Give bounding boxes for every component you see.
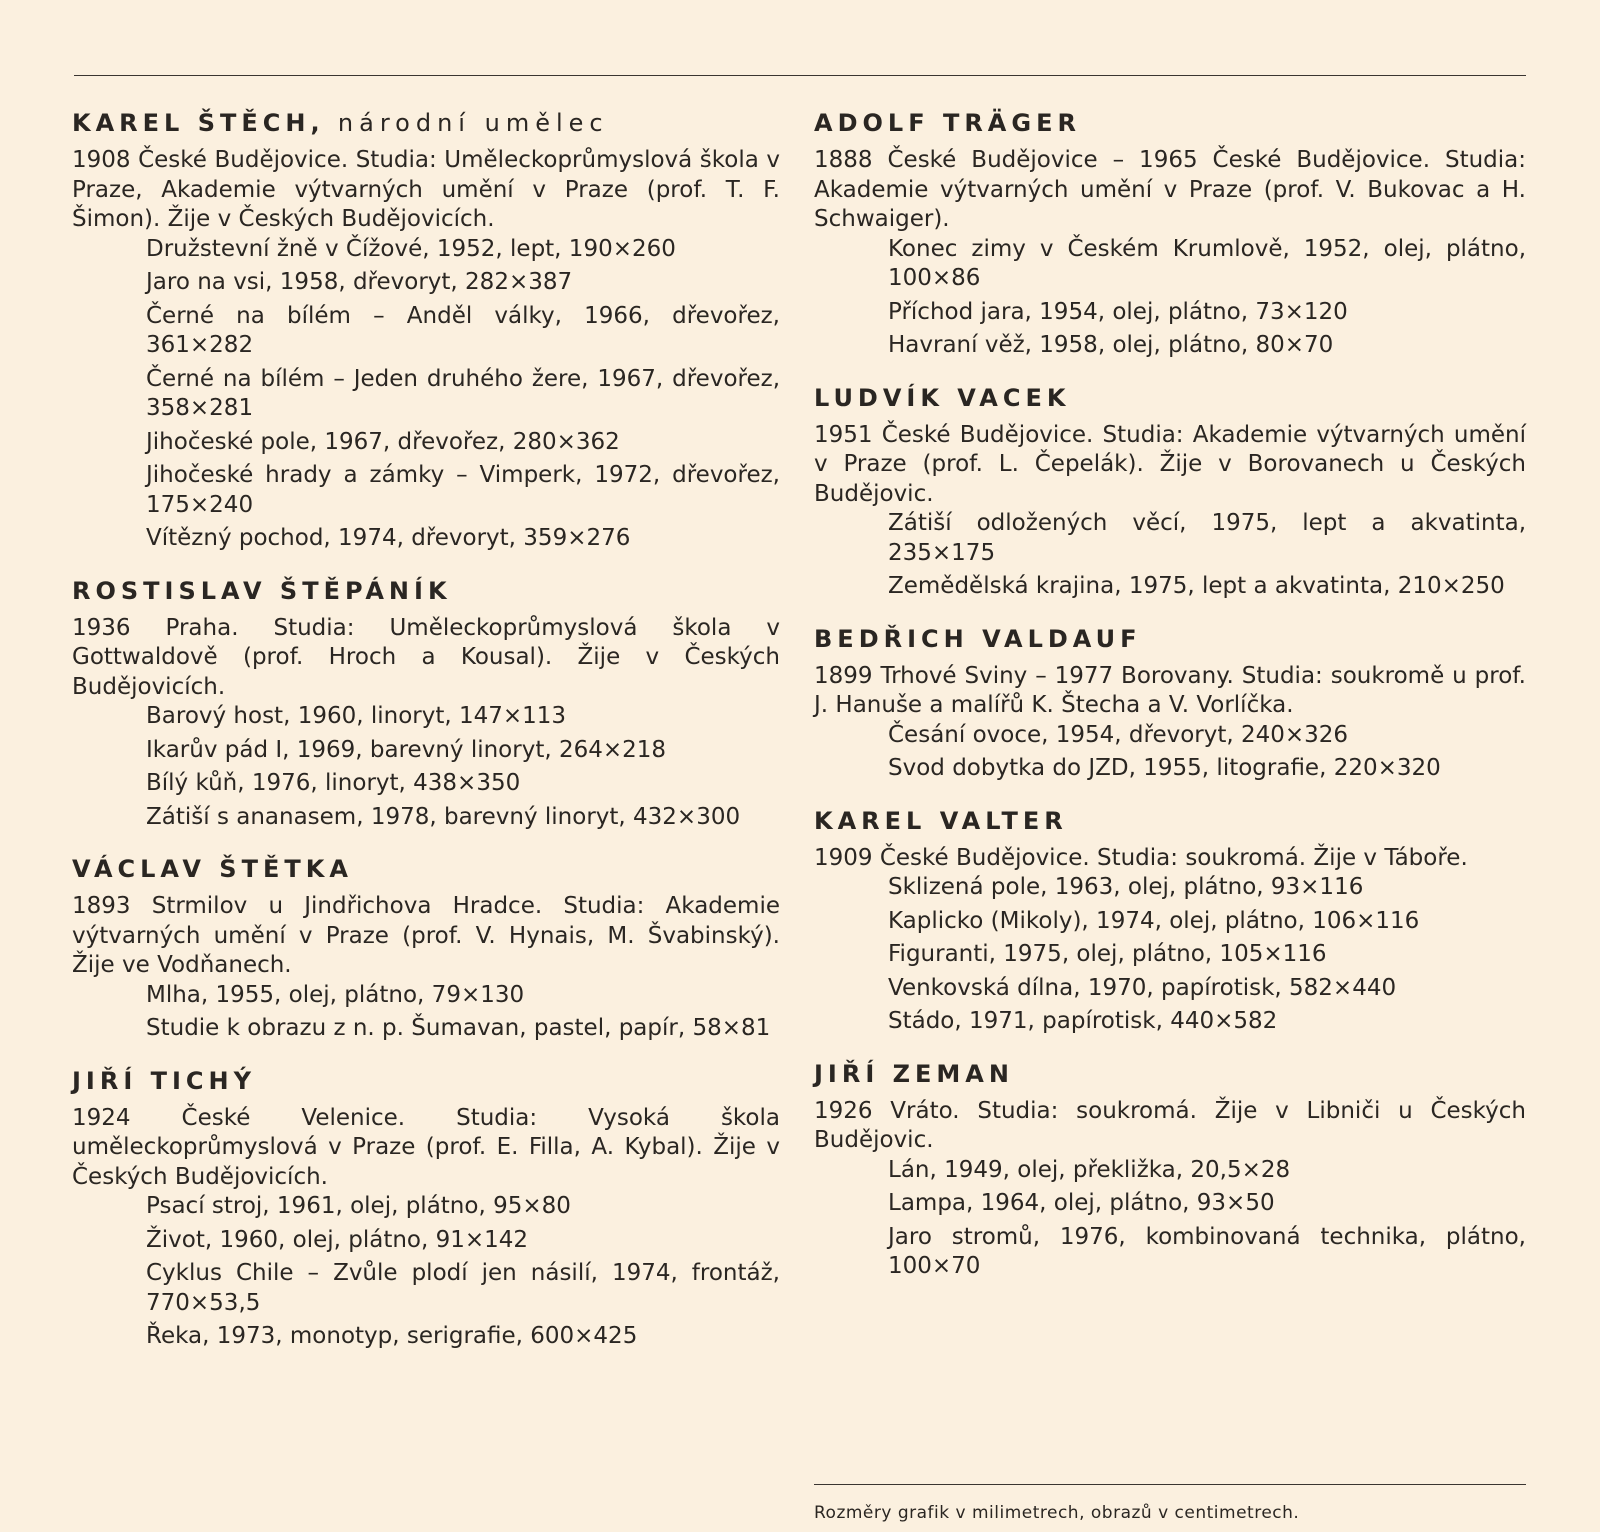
work-item: Sklizená pole, 1963, olej, plátno, 93×116: [888, 874, 1364, 900]
work-item: Studie k obrazu z n. p. Šumavan, pastel, papír, 58×81: [146, 1015, 771, 1041]
work-item: Příchod jara, 1954, olej, plátno, 73×120: [888, 298, 1348, 325]
work-item: Česání ovoce, 1954, dřevoryt, 240×326: [888, 721, 1349, 748]
work-item: Jaro na vsi, 1958, dřevoryt, 282×387: [146, 269, 573, 295]
artist-entry: [72, 108, 780, 554]
artist-entry: [814, 624, 1526, 784]
work-item: Zemědělská krajina, 1975, lept a akvatinta, 210×250: [888, 573, 1505, 599]
works-list: [814, 509, 1526, 602]
works-list: [72, 702, 780, 832]
work-item: Jihočeské pole, 1967, dřevořez, 280×362: [146, 428, 620, 455]
artist-entry: [72, 854, 780, 1044]
artist-heading: [72, 108, 780, 138]
footnote-divider: [814, 1484, 1526, 1485]
artist-entry: [814, 1059, 1526, 1282]
work-item: Ikarův pád I, 1969, barevný linoryt, 264×218: [146, 736, 667, 763]
footnote: Rozměry grafik v milimetrech, obrazů v centimetrech.: [814, 1503, 1300, 1523]
artist-bio: 1924 České Velenice. Studia: Vysoká škola uměleckoprůmyslová v Praze (prof. E. Filla, A. Kybal). Žije v Českých Budějovicích.: [72, 1104, 780, 1190]
works-list: [814, 1156, 1526, 1282]
artist-bio: 1888 České Budějovice – 1965 České Budějovice. Studia: Akademie výtvarných umění v Praze (prof. V. Bukovac a H. Schwaiger).: [814, 147, 1526, 232]
artist-name: ROSTISLAV ŠTĚPÁNÍK: [72, 576, 452, 605]
artist-name: ADOLF TRÄGER: [814, 109, 1081, 137]
work-item: Stádo, 1971, papírotisk, 440×582: [888, 1008, 1278, 1034]
artist-bio: 1909 České Budějovice. Studia: soukromá. Žije v Táboře.: [814, 844, 1468, 871]
artist-bio: 1926 Vráto. Studia: soukromá. Žije v Libniči u Českých Budějovic.: [814, 1097, 1526, 1153]
work-item: Zátiší s ananasem, 1978, barevný linoryt, 432×300: [146, 803, 741, 830]
work-item: Lán, 1949, olej, překližka, 20,5×28: [888, 1156, 1291, 1183]
artist-name: BEDŘICH VALDAUF: [814, 624, 1142, 653]
artist-name: JIŘÍ TICHÝ: [72, 1066, 257, 1095]
artist-name: VÁCLAV ŠTĚTKA: [72, 855, 353, 883]
artist-name: KAREL VALTER: [814, 806, 1068, 835]
artist-bio: 1899 Trhové Sviny – 1977 Borovany. Studia: soukromě u prof. J. Hanuše a malířů K. Štecha a V. Vorlíčka.: [814, 662, 1526, 718]
work-item: Cyklus Chile – Zvůle plodí jen násilí, 1974, frontáž, 770×53,5: [146, 1260, 780, 1316]
works-list: [814, 721, 1526, 784]
artist-entry: [814, 108, 1526, 361]
top-divider: [74, 75, 1526, 76]
work-item: Psací stroj, 1961, olej, plátno, 95×80: [146, 1193, 571, 1219]
work-item: Černé na bílém – Jeden druhého žere, 1967, dřevořez, 358×281: [146, 365, 780, 421]
work-item: Družstevní žně v Čížové, 1952, lept, 190×260: [146, 235, 676, 262]
work-item: Kaplicko (Mikoly), 1974, olej, plátno, 106×116: [888, 907, 1420, 934]
work-item: Mlha, 1955, olej, plátno, 79×130: [146, 981, 525, 1008]
work-item: Zátiší odložených věcí, 1975, lept a akvatinta, 235×175: [888, 510, 1526, 566]
works-list: [72, 235, 780, 554]
artist-name: JIŘÍ ZEMAN: [814, 1059, 1014, 1088]
work-item: Černé na bílém – Anděl války, 1966, dřevořez, 361×282: [146, 302, 780, 358]
work-item: Vítězný pochod, 1974, dřevoryt, 359×276: [146, 525, 631, 551]
works-list: [814, 873, 1526, 1037]
artist-entry: [72, 576, 780, 833]
left-column: [72, 108, 780, 1374]
work-item: Bílý kůň, 1976, linoryt, 438×350: [146, 770, 521, 796]
work-item: Lampa, 1964, olej, plátno, 93×50: [888, 1190, 1275, 1216]
work-item: Svod dobytka do JZD, 1955, litografie, 220×320: [888, 755, 1441, 781]
artist-name: LUDVÍK VACEK: [814, 383, 1071, 412]
artist-entry: [814, 383, 1526, 602]
work-item: Řeka, 1973, monotyp, serigrafie, 600×425: [146, 1323, 638, 1349]
work-item: Jaro stromů, 1976, kombinovaná technika, plátno, 100×70: [888, 1223, 1526, 1279]
works-list: [814, 235, 1526, 361]
work-item: Venkovská dílna, 1970, papírotisk, 582×440: [888, 974, 1397, 1001]
work-item: Havraní věž, 1958, olej, plátno, 80×70: [888, 332, 1334, 358]
right-column: [814, 108, 1526, 1304]
artist-bio: 1936 Praha. Studia: Uměleckoprůmyslová škola v Gottwaldově (prof. Hroch a Kousal). Žije v Českých Budějovicích.: [72, 614, 780, 700]
work-item: Barový host, 1960, linoryt, 147×113: [146, 703, 567, 729]
works-list: [72, 1192, 780, 1352]
artist-entry: [72, 1066, 780, 1352]
artist-entry: [814, 806, 1526, 1037]
work-item: Konec zimy v Českém Krumlově, 1952, olej, plátno, 100×86: [888, 235, 1526, 291]
work-item: Život, 1960, olej, plátno, 91×142: [146, 1226, 529, 1253]
works-list: [72, 981, 780, 1044]
artist-bio: 1951 České Budějovice. Studia: Akademie výtvarných umění v Praze (prof. L. Čepelák). Žije v Borovanech u Českých Budějovic.: [814, 421, 1526, 507]
work-item: Figuranti, 1975, olej, plátno, 105×116: [888, 941, 1327, 967]
work-item: Jihočeské hrady a zámky – Vimperk, 1972, dřevořez, 175×240: [146, 462, 780, 518]
artist-title: národní umělec: [337, 109, 609, 137]
artist-name: KAREL ŠTĚCH,: [72, 109, 325, 137]
artist-bio: 1893 Strmilov u Jindřichova Hradce. Studia: Akademie výtvarných umění v Praze (prof. V. Hynais, M. Švabinský). Žije ve Vodňanech.: [72, 893, 780, 978]
artist-bio: 1908 České Budějovice. Studia: Uměleckoprůmyslová škola v Praze, Akademie výtvarných umění v Praze (prof. T. F. Šimon). Žije v Českých Budějovicích.: [72, 147, 780, 232]
